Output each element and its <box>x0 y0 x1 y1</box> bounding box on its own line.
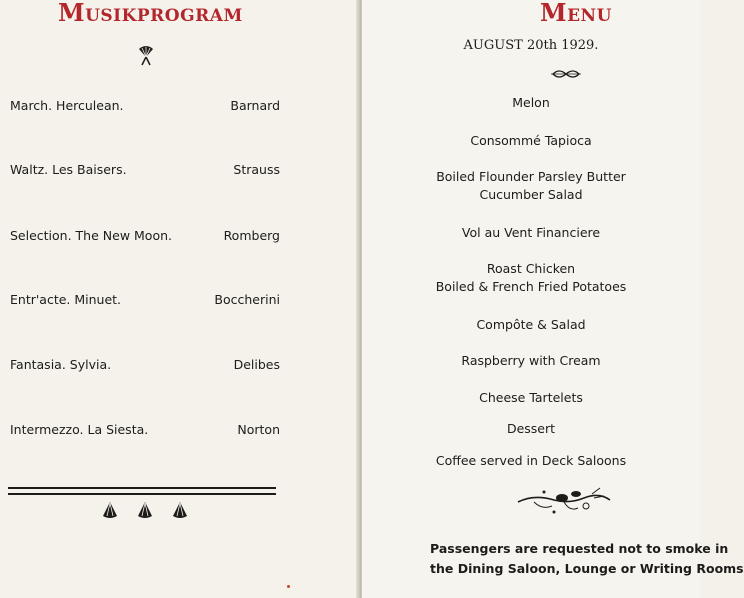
menu-dish-line: Melon <box>512 95 550 110</box>
menu-dish-line: Cucumber Salad <box>479 187 583 202</box>
music-program-page <box>0 0 358 598</box>
program-composer: Strauss <box>233 162 280 177</box>
program-item <box>10 357 280 375</box>
floral-ornament-icon <box>514 484 614 518</box>
menu-dish <box>362 132 700 150</box>
program-composer: Romberg <box>223 228 280 243</box>
menu-dish-line: Consommé Tapioca <box>470 133 592 148</box>
program-item <box>10 162 280 180</box>
program-composer: Boccherini <box>214 292 280 307</box>
shell-ornament-icon <box>100 498 190 520</box>
smoking-notice-line-2: the Dining Saloon, Lounge or Writing Rooms <box>430 561 744 576</box>
menu-dish <box>362 316 700 334</box>
paper-speck <box>287 585 290 588</box>
menu-dish <box>362 168 700 204</box>
program-piece: Selection. The New Moon. <box>10 228 172 243</box>
program-item <box>10 422 280 440</box>
program-item <box>10 98 280 116</box>
program-piece: Fantasia. Sylvia. <box>10 357 112 372</box>
menu-dish <box>362 389 700 407</box>
divider-rule-bottom <box>8 493 276 495</box>
menu-dish <box>362 94 700 112</box>
fan-ornament-icon <box>137 46 155 66</box>
program-piece: Entr'acte. Minuet. <box>10 292 122 307</box>
menu-dish-line: Compôte & Salad <box>476 317 586 332</box>
program-piece: March. Herculean. <box>10 98 124 113</box>
menu-dish <box>362 224 700 242</box>
knot-ornament-icon <box>551 68 581 80</box>
menu-dish <box>362 420 700 438</box>
menu-dish <box>362 352 700 370</box>
menu-dish-line: Vol au Vent Financiere <box>461 225 601 240</box>
menu-date: AUGUST 20th 1929. <box>463 38 599 53</box>
divider-rule-top <box>8 487 276 489</box>
program-piece: Intermezzo. La Siesta. <box>10 422 149 437</box>
menu-dish <box>362 260 700 296</box>
program-item <box>10 292 280 310</box>
program-piece: Waltz. Les Baisers. <box>10 162 127 177</box>
menu-dish-line: Dessert <box>506 421 556 436</box>
menu-title: Menu <box>540 0 612 27</box>
program-composer: Barnard <box>230 98 280 113</box>
menu-dish-line: Raspberry with Cream <box>461 353 601 368</box>
menu-dish-line: Roast Chicken <box>486 261 576 276</box>
menu-dish-line: Cheese Tartelets <box>479 390 583 405</box>
menu-page <box>362 0 744 598</box>
program-item <box>10 228 280 246</box>
menu-dish <box>362 452 700 470</box>
smoking-notice <box>430 539 744 579</box>
menu-dish-line: Boiled & French Fried Potatoes <box>435 279 627 294</box>
program-composer: Delibes <box>233 357 280 372</box>
smoking-notice-line-1: Passengers are requested not to smoke in <box>430 541 729 556</box>
program-composer: Norton <box>237 422 280 437</box>
menu-dish-line: Coffee served in Deck Saloons <box>435 453 627 468</box>
menu-dish-line: Boiled Flounder Parsley Butter <box>436 169 626 184</box>
music-program-title: Musikprogram <box>58 0 243 27</box>
